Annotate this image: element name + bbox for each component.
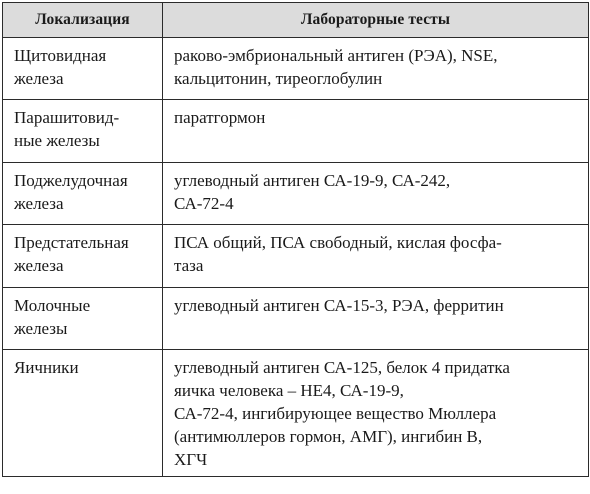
cell-tests-text: раково-эмбриональный антиген (РЭА), NSE, кальцитонин, тиреоглобулин bbox=[174, 46, 498, 88]
table-row bbox=[3, 100, 589, 163]
cell-tests-text: ПСА общий, ПСА свободный, кислая фосфа- таза bbox=[174, 233, 502, 275]
cell-tests bbox=[163, 288, 589, 350]
table-row bbox=[3, 38, 589, 100]
cell-tests-text: паратгормон bbox=[174, 108, 266, 127]
cell-localization-text: Молочные железы bbox=[14, 296, 91, 338]
lab-tests-table bbox=[2, 2, 589, 477]
cell-tests bbox=[163, 100, 589, 163]
cell-localization-text: Щитовидная железа bbox=[14, 46, 107, 88]
table-row bbox=[3, 350, 589, 477]
cell-localization-text: Предстательная железа bbox=[14, 233, 129, 275]
table-row bbox=[3, 225, 589, 288]
cell-localization bbox=[3, 163, 163, 225]
cell-localization-text: Яичники bbox=[14, 358, 79, 377]
cell-localization bbox=[3, 100, 163, 163]
cell-localization-text: Поджелудочная железа bbox=[14, 171, 128, 213]
table-row bbox=[3, 163, 589, 225]
cell-tests-text: углеводный антиген СА-19-9, СА-242, СА-72-4 bbox=[174, 171, 451, 213]
cell-localization bbox=[3, 350, 163, 477]
cell-localization bbox=[3, 225, 163, 288]
cell-tests bbox=[163, 38, 589, 100]
table-header-row bbox=[3, 3, 589, 38]
cell-tests-text: углеводный антиген СА-15-3, РЭА, ферритин bbox=[174, 296, 504, 315]
cell-tests bbox=[163, 163, 589, 225]
cell-localization bbox=[3, 288, 163, 350]
cell-localization-text: Парашитовид- ные железы bbox=[14, 108, 120, 150]
table-row bbox=[3, 288, 589, 350]
cell-tests bbox=[163, 350, 589, 477]
header-tests: Лабораторные тесты bbox=[163, 3, 589, 38]
cell-tests-text: углеводный антиген СА-125, белок 4 придатка яичка человека – НЕ4, СА-19-9, СА-72-4, ингибирующее вещество Мюллера (антимюллеров гормон, АМГ), ингибин В, ХГЧ bbox=[174, 358, 510, 469]
header-localization: Локализация bbox=[3, 3, 163, 38]
cell-tests bbox=[163, 225, 589, 288]
cell-localization bbox=[3, 38, 163, 100]
